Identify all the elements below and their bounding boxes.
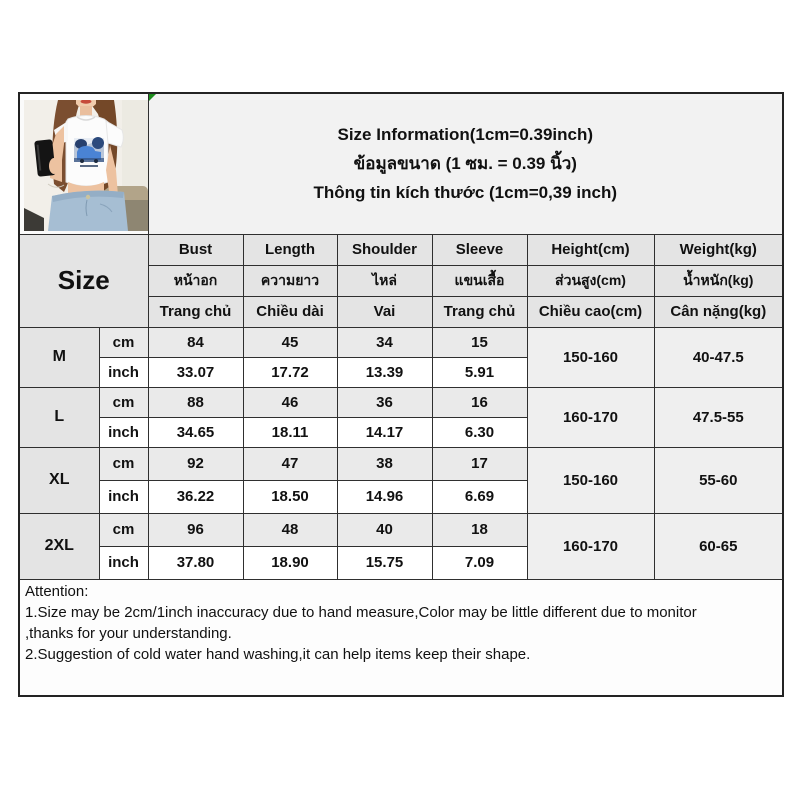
height-range-cell: 150-160 xyxy=(527,327,654,387)
col-header-shoulder-vi: Vai xyxy=(337,296,432,327)
title-english: Size Information(1cm=0.39inch) xyxy=(337,125,594,145)
measurement-cell: 46 xyxy=(243,387,337,417)
col-header-weight-en: Weight(kg) xyxy=(654,234,783,265)
measurement-cell: 36 xyxy=(337,387,432,417)
height-range-cell: 160-170 xyxy=(527,387,654,447)
col-header-sleeve-vi: Trang chủ xyxy=(432,296,527,327)
unit-cell: cm xyxy=(99,387,148,417)
measurement-cell: 34.65 xyxy=(148,417,243,447)
unit-cell: cm xyxy=(99,447,148,480)
unit-cell: inch xyxy=(99,546,148,579)
col-header-shoulder-en: Shoulder xyxy=(337,234,432,265)
measurement-cell: 38 xyxy=(337,447,432,480)
measurement-cell: 13.39 xyxy=(337,357,432,387)
measurement-cell: 7.09 xyxy=(432,546,527,579)
measurement-cell: 18 xyxy=(432,513,527,546)
weight-range-cell: 40-47.5 xyxy=(654,327,783,387)
col-header-bust-th: หน้าอก xyxy=(148,265,243,296)
measurement-cell: 88 xyxy=(148,387,243,417)
measurement-cell: 40 xyxy=(337,513,432,546)
measurement-cell: 6.69 xyxy=(432,480,527,513)
attention-line: ,thanks for your understanding. xyxy=(25,624,232,642)
measurement-cell: 15.75 xyxy=(337,546,432,579)
unit-cell: inch xyxy=(99,357,148,387)
col-header-height-vi: Chiều cao(cm) xyxy=(527,296,654,327)
measurement-cell: 37.80 xyxy=(148,546,243,579)
measurement-cell: 18.50 xyxy=(243,480,337,513)
size-label-cell: M xyxy=(19,327,99,387)
measurement-cell: 14.96 xyxy=(337,480,432,513)
measurement-cell: 36.22 xyxy=(148,480,243,513)
attention-cell xyxy=(19,579,783,696)
measurement-cell: 5.91 xyxy=(432,357,527,387)
title-cell xyxy=(148,93,783,234)
size-label-cell: 2XL xyxy=(19,513,99,579)
measurement-cell: 16 xyxy=(432,387,527,417)
height-range-cell: 160-170 xyxy=(527,513,654,579)
weight-range-cell: 60-65 xyxy=(654,513,783,579)
measurement-cell: 18.90 xyxy=(243,546,337,579)
col-header-weight-th: น้ำหนัก(kg) xyxy=(654,265,783,296)
attention-line: 2.Suggestion of cold water hand washing,it can help items keep their shape. xyxy=(25,645,531,663)
title-vietnamese: Thông tin kích thước (1cm=0,39 inch) xyxy=(313,183,618,203)
size-chart-table xyxy=(18,92,784,697)
weight-range-cell: 55-60 xyxy=(654,447,783,513)
measurement-cell: 17 xyxy=(432,447,527,480)
col-header-weight-vi: Cân nặng(kg) xyxy=(654,296,783,327)
col-header-sleeve-th: แขนเสื้อ xyxy=(432,265,527,296)
height-range-cell: 150-160 xyxy=(527,447,654,513)
weight-range-cell: 47.5-55 xyxy=(654,387,783,447)
measurement-cell: 45 xyxy=(243,327,337,357)
measurement-cell: 6.30 xyxy=(432,417,527,447)
attention-line: 1.Size may be 2cm/1inch inaccuracy due to hand measure,Color may be little different due to monitor xyxy=(25,603,697,621)
col-header-shoulder-th: ไหล่ xyxy=(337,265,432,296)
col-header-height-en: Height(cm) xyxy=(527,234,654,265)
size-label-cell: XL xyxy=(19,447,99,513)
col-header-length-th: ความยาว xyxy=(243,265,337,296)
size-label-cell: L xyxy=(19,387,99,447)
measurement-cell: 14.17 xyxy=(337,417,432,447)
unit-cell: inch xyxy=(99,480,148,513)
measurement-cell: 92 xyxy=(148,447,243,480)
col-header-bust-en: Bust xyxy=(148,234,243,265)
col-header-bust-vi: Trang chủ xyxy=(148,296,243,327)
measurement-cell: 17.72 xyxy=(243,357,337,387)
green-corner-flag-icon xyxy=(149,94,156,101)
col-header-length-en: Length xyxy=(243,234,337,265)
measurement-cell: 96 xyxy=(148,513,243,546)
product-photo-cell xyxy=(19,93,148,234)
col-header-height-th: ส่วนสูง(cm) xyxy=(527,265,654,296)
unit-cell: inch xyxy=(99,417,148,447)
measurement-cell: 33.07 xyxy=(148,357,243,387)
size-chart-sheet xyxy=(18,92,782,697)
measurement-cell: 34 xyxy=(337,327,432,357)
title-thai: ข้อมูลขนาด (1 ซม. = 0.39 นิ้ว) xyxy=(353,154,577,174)
unit-cell: cm xyxy=(99,327,148,357)
size-header: Size xyxy=(19,234,148,327)
measurement-cell: 48 xyxy=(243,513,337,546)
col-header-sleeve-en: Sleeve xyxy=(432,234,527,265)
measurement-cell: 47 xyxy=(243,447,337,480)
measurement-cell: 18.11 xyxy=(243,417,337,447)
measurement-cell: 15 xyxy=(432,327,527,357)
unit-cell: cm xyxy=(99,513,148,546)
attention-heading: Attention: xyxy=(25,582,89,600)
col-header-length-vi: Chiều dài xyxy=(243,296,337,327)
measurement-cell: 84 xyxy=(148,327,243,357)
product-photo xyxy=(24,100,148,231)
